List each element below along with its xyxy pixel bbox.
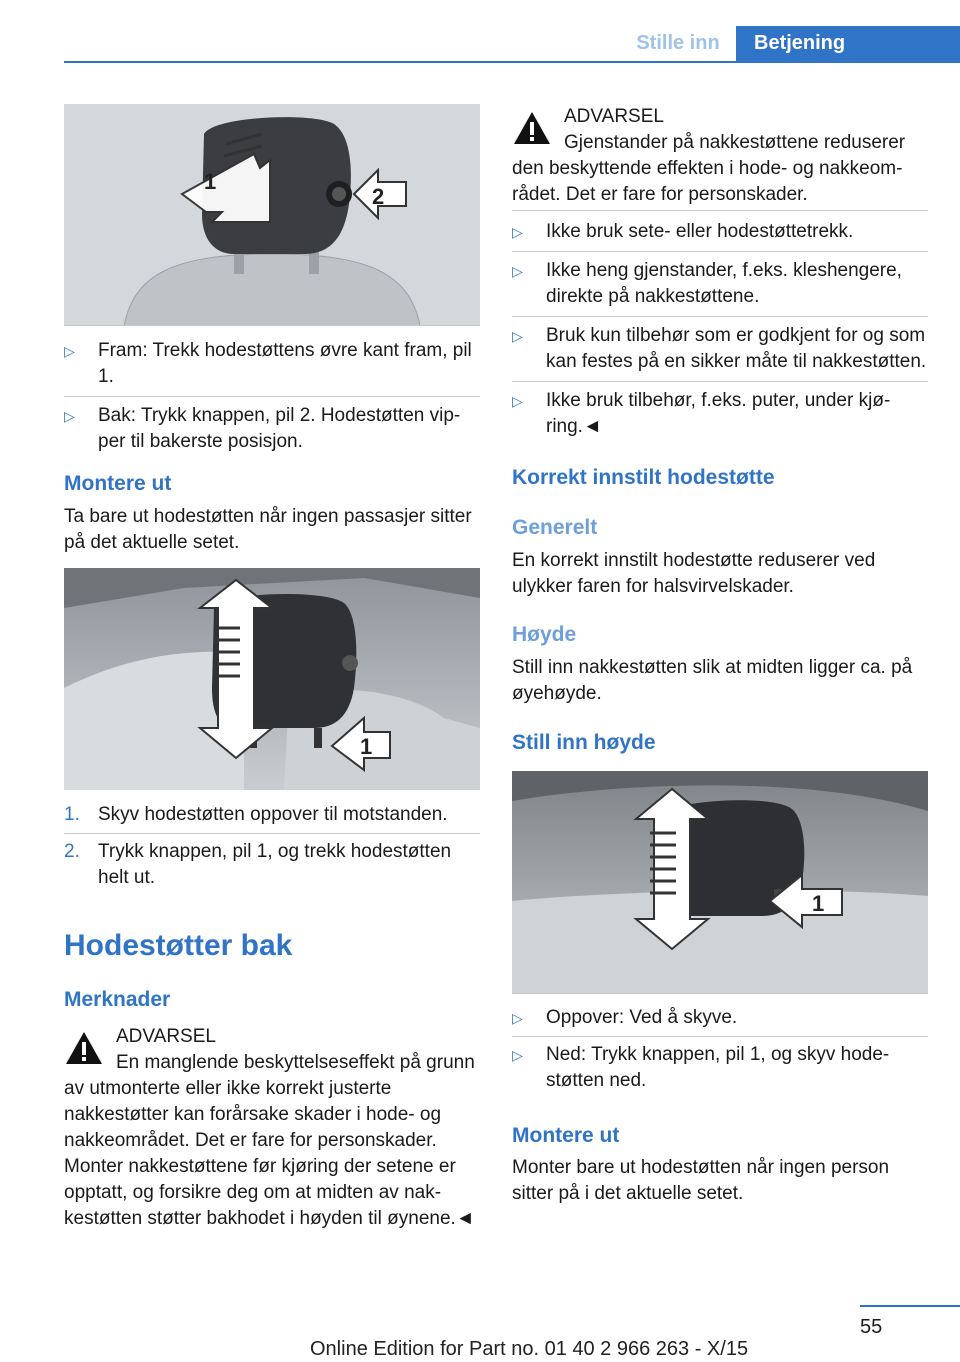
headrest-height-illustration (512, 771, 928, 993)
subsection-heading: Generelt (512, 516, 598, 539)
section-heading: Montere ut (512, 1124, 620, 1147)
triangle-right-icon: ▷ (512, 224, 523, 240)
step-text: Trykk knappen, pil 1, og trekk hodestøtten helt ut. (98, 841, 452, 888)
footer-rule (860, 1305, 960, 1307)
divider (512, 251, 928, 252)
list-item-text: Ikke heng gjenstander, f.eks. kleshengere, direkte på nakkestøttene. (546, 260, 902, 307)
triangle-right-icon: ▷ (64, 408, 75, 424)
page-number: 55 (860, 1316, 883, 1338)
removal-steps (64, 802, 480, 891)
list-item (64, 802, 480, 828)
paragraph: Ta bare ut hodestøtten når ingen passasjer sitter på det aktuelle setet. (64, 506, 472, 553)
warning-title: ADVARSEL (116, 1026, 216, 1047)
section-heading: Merknader (64, 988, 171, 1011)
header-section-tab: Stille inn (636, 32, 720, 54)
list-item (64, 839, 480, 891)
chapter-heading: Hodestøtter bak (64, 929, 293, 962)
headrest-tilt-illustration (64, 104, 480, 326)
divider (512, 993, 928, 994)
warning-text: En manglende beskyttelseseffekt på grunn av utmonterte eller ikke korrekt justerte nakkestøtter kan forårsake skader i hode- og nakkeområdet. Det er fare for personskader. Monter nakkestøttene før kjøring der setene er opptatt, og forsikre deg om at midten av nakkestøtten støtter bakhodet i høyden til øynene.◄ (64, 1052, 475, 1229)
list-item-text: Oppover: Ved å skyve. (546, 1007, 738, 1028)
fig1-label-1: 1 (204, 169, 217, 194)
section-heading: Montere ut (64, 472, 172, 495)
fig1-label-2: 2 (372, 184, 385, 209)
triangle-right-icon: ▷ (512, 328, 523, 344)
divider (512, 316, 928, 317)
warning-triangle-icon (512, 110, 552, 146)
warning-text: Gjenstander på nakkestøttene reduserer den beskyttende effekten i hode- og nakkeområdet. Det er fare for personskader. (512, 132, 906, 205)
triangle-right-icon: ▷ (512, 393, 523, 409)
list-item (512, 258, 928, 310)
section-heading: Still inn høyde (512, 731, 656, 754)
divider (512, 381, 928, 382)
tilt-list (64, 338, 480, 455)
warning-title: ADVARSEL (564, 106, 664, 127)
list-item (512, 388, 928, 440)
adjust-list (512, 1005, 928, 1094)
list-item-text: Ikke bruk sete- eller hodestøttetrekk. (546, 221, 854, 242)
fig2-label-1: 1 (360, 734, 373, 759)
paragraph: En korrekt innstilt hodestøtte reduserer ved ulykker faren for halsvirvelskader. (512, 550, 876, 597)
list-item-text: Bruk kun tilbehør som er godkjent for og som kan festes på en sikker måte til nakkestøtten. (546, 325, 927, 372)
triangle-right-icon: ▷ (512, 1047, 523, 1063)
triangle-right-icon: ▷ (512, 263, 523, 279)
list-item (512, 219, 928, 245)
warning-list (512, 210, 928, 440)
warning-triangle-icon (64, 1030, 104, 1066)
step-number: 2. (64, 841, 80, 862)
list-item (512, 1005, 928, 1031)
triangle-right-icon: ▷ (512, 1010, 523, 1026)
triangle-right-icon: ▷ (64, 343, 75, 359)
list-item-text: Bak: Trykk knappen, pil 2. Hodestøtten vipper til bakerste posisjon. (98, 405, 461, 452)
step-text: Skyv hodestøtten oppover til motstanden. (98, 804, 448, 825)
divider (64, 325, 480, 326)
list-item (64, 338, 480, 390)
footer-edition: Online Edition for Part no. 01 40 2 966 263 - X/15 (310, 1338, 749, 1360)
divider (64, 833, 480, 834)
list-item (64, 403, 480, 455)
divider (64, 396, 480, 397)
list-item-text: Ikke bruk tilbehør, f.eks. puter, under kjøring.◄ (546, 390, 891, 437)
paragraph: Monter bare ut hodestøtten når ingen person sitter på i det aktuelle setet. (512, 1157, 890, 1204)
subsection-heading: Høyde (512, 623, 577, 646)
warning-block (64, 1024, 480, 1232)
section-heading: Korrekt innstilt hodestøtte (512, 466, 775, 489)
divider (512, 210, 928, 211)
list-item-text: Fram: Trekk hodestøttens øvre kant fram, pil 1. (98, 340, 472, 387)
fig3-label-1: 1 (812, 891, 825, 916)
list-item-text: Ned: Trykk knappen, pil 1, og skyv hodestøtten ned. (546, 1044, 890, 1091)
warning-block (512, 104, 928, 208)
paragraph: Still inn nakkestøtten slik at midten ligger ca. på øyehøyde. (512, 657, 913, 704)
list-item (512, 1042, 928, 1094)
list-item (512, 323, 928, 375)
header-rule (64, 61, 960, 63)
step-number: 1. (64, 804, 80, 825)
headrest-removal-illustration (64, 568, 480, 790)
header-chapter-tab: Betjening (736, 26, 960, 61)
divider (512, 1036, 928, 1037)
